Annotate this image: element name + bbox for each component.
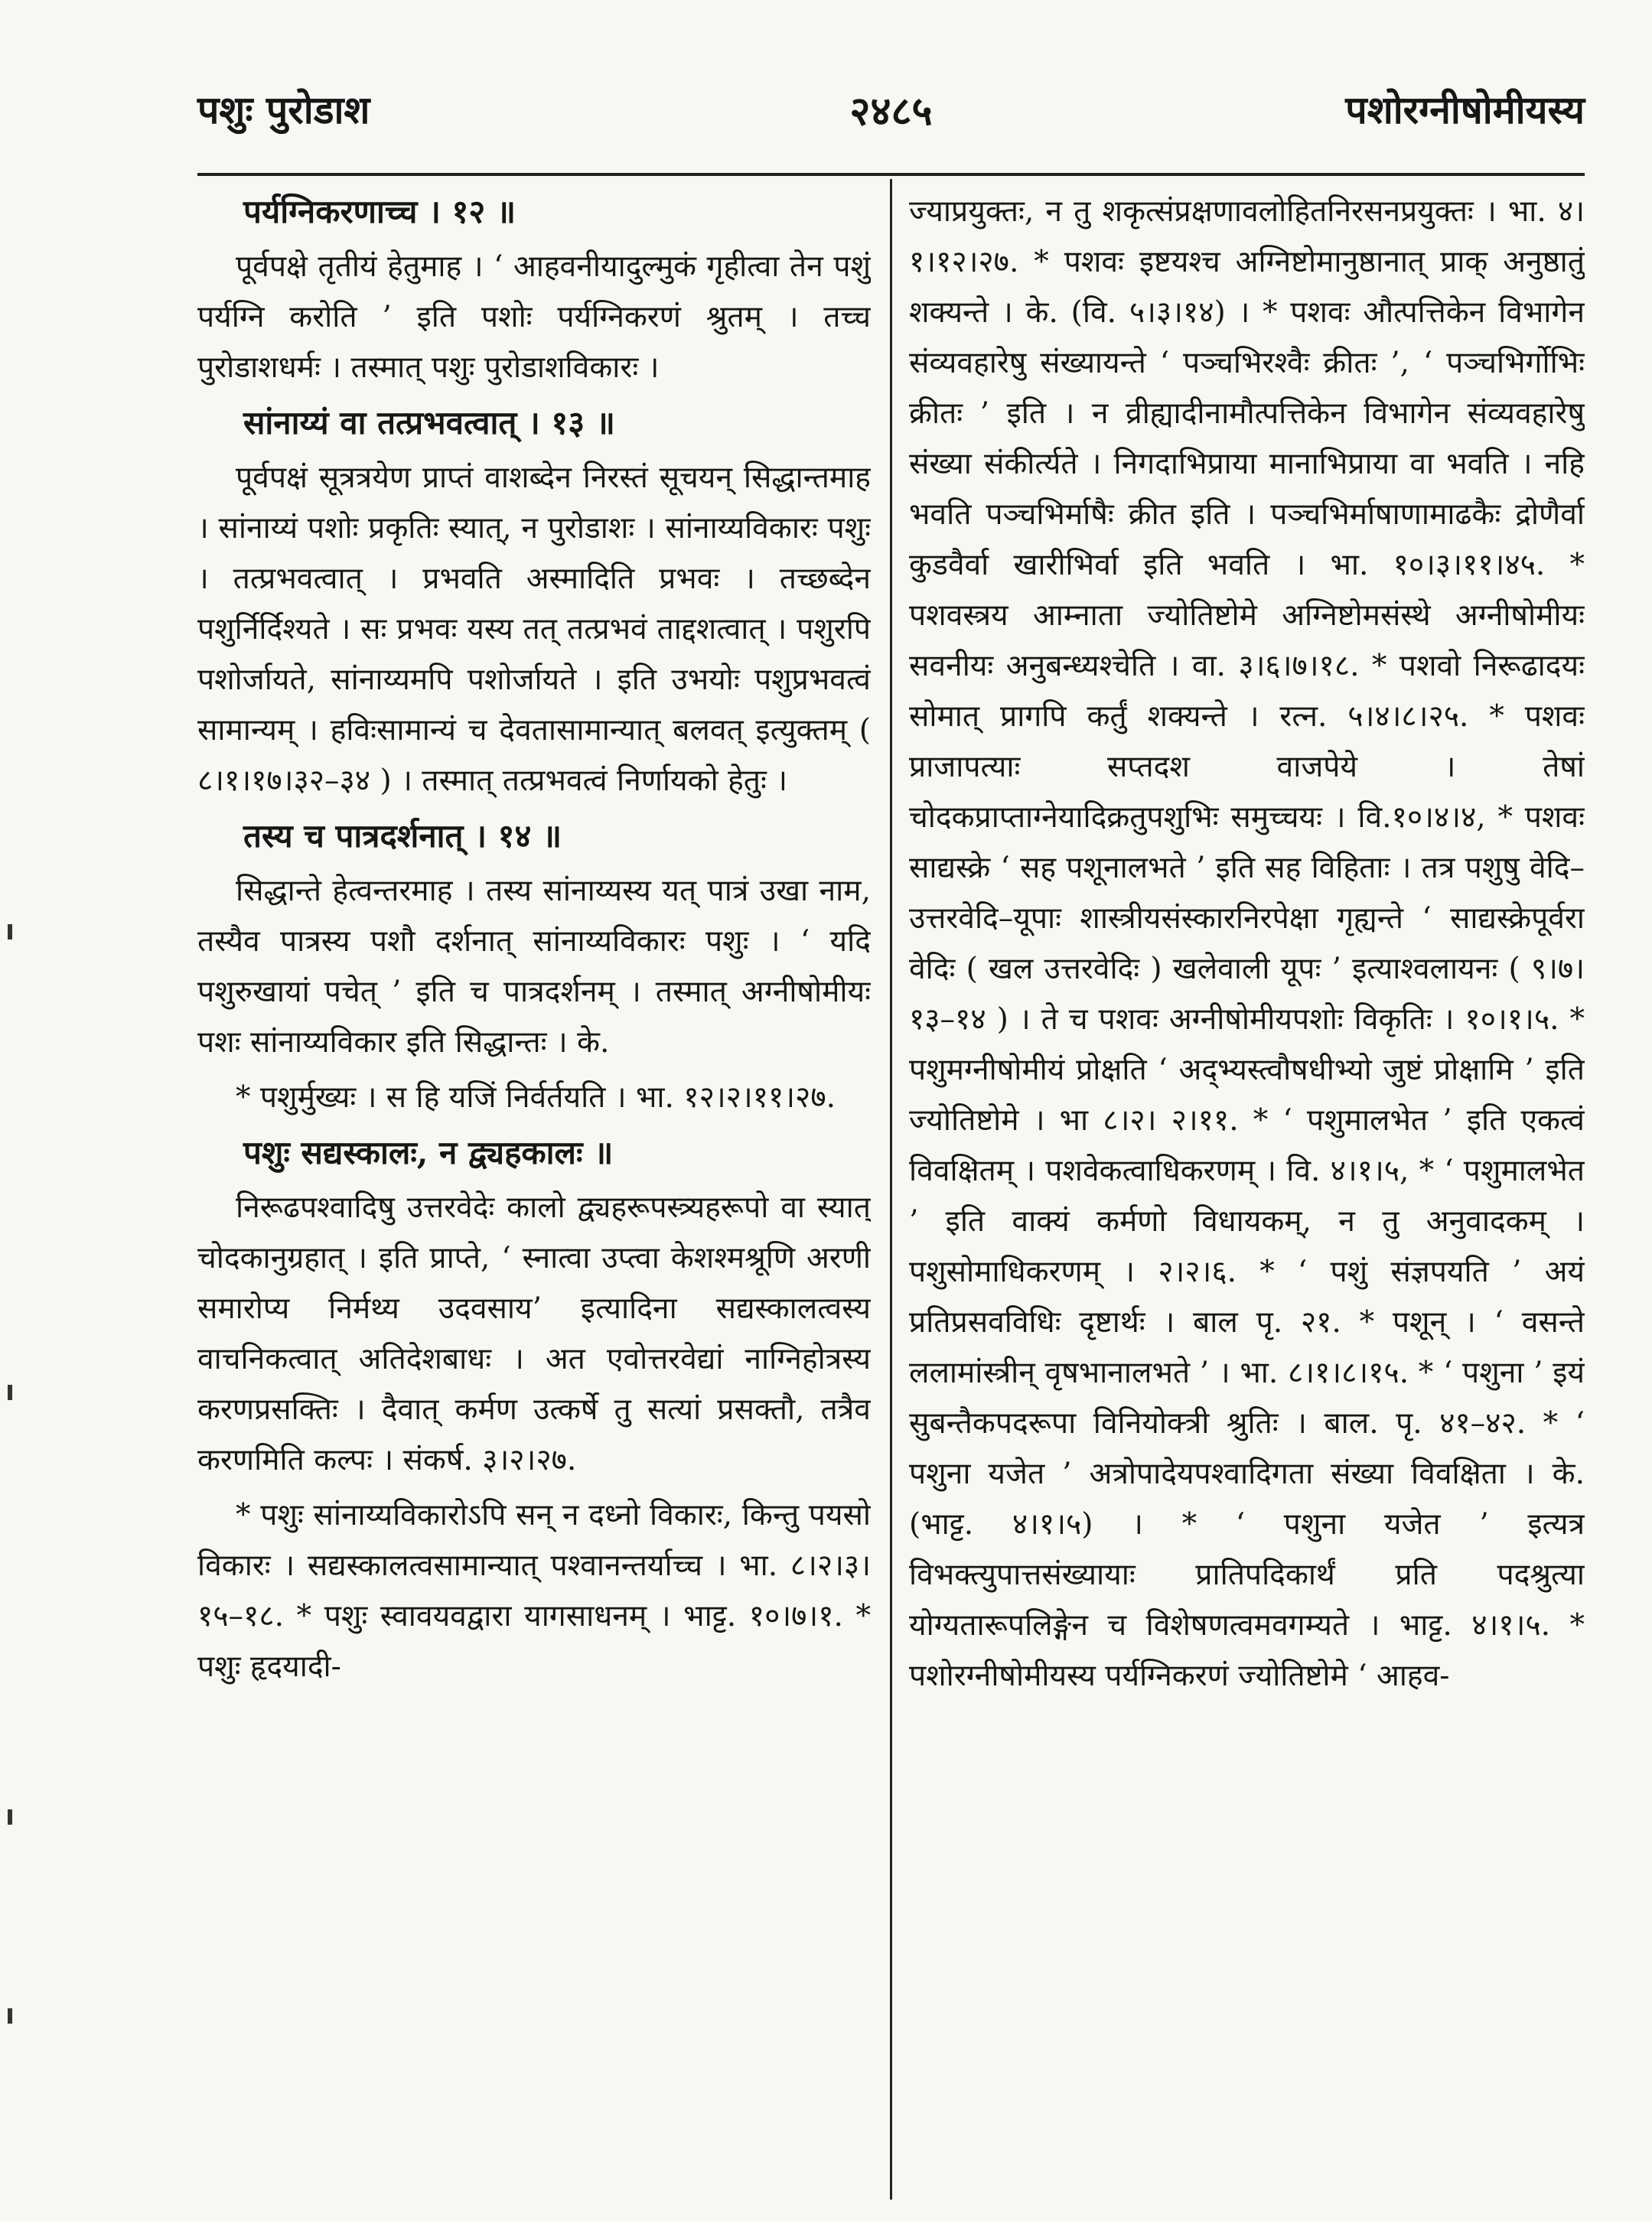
paragraph: निरूढपश्वादिषु उत्तरवेदेः कालो द्व्यहरूपस्त्र्यहरूपो वा स्यात् चोदकानुग्रहात् । इति प्राप्ते, ‘ स्नात्वा उप्त्वा केशश्मश्रूणि अरणी समारोप्य निर्मथ्य उदवसाय’ इत्यादिना सद्यस्कालत्वस्य वाचनिकत्वात् अतिदेशबाधः । अत एवोत्तरवेद्यां नाग्निहोत्रस्य करणप्रसक्तिः । दैवात् कर्मण उत्कर्षे तु सत्यां प्रसक्तौ, तत्रैव करणमिति कल्पः । संकर्ष. ३।२।२७. — [197, 1190, 871, 1477]
right-column — [909, 187, 1585, 2206]
left-column — [197, 187, 871, 2206]
column-divider — [890, 179, 892, 2200]
paragraph: * पशुर्मुख्यः । स हि यजिं निर्वर्तयति । भा. १२।२।११।२७. — [236, 1080, 836, 1115]
page-header — [197, 70, 1585, 155]
header-left-title: पशुः पुरोडाश — [197, 87, 370, 132]
margin-mark — [8, 1385, 12, 1400]
margin-mark — [8, 2008, 12, 2024]
paragraph: सिद्धान्ते हेत्वन्तरमाह । तस्य सांनाय्यस्य यत् पात्रं उखा नाम, तस्यैव पात्रस्य पशौ दर्शनात् सांनाय्यविकारः पशुः । ‘ यदि पशुरुखायां पचेत् ’ इति च पात्रदर्शनम् । तस्मात् अग्नीषोमीयः पशः सांनाय्यविकार इति सिद्धान्तः । के. — [197, 874, 871, 1060]
sutra-heading: तस्य च पात्रदर्शनात् । १४ ॥ — [243, 817, 562, 855]
sutra-heading: सांनाय्यं वा तत्प्रभवत्वात् । १३ ॥ — [243, 404, 615, 441]
header-right-title: पशोरग्नीषोमीयस्य — [1345, 87, 1585, 132]
paragraph: * पशुः सांनाय्यविकारोऽपि सन् न दध्नो विकारः, किन्तु पयसो विकारः । सद्यस्कालत्वसामान्यात् पश्वानन्तर्याच्च । भा. ८।२।३।१५–१८. * पशुः स्वावयवद्वारा यागसाधनम् । भाट्ट. १०।७।१. * पशुः हृदयादी- — [197, 1498, 871, 1684]
page-number: २४८५ — [849, 88, 933, 135]
paragraph: ज्याप्रयुक्तः, न तु शकृत्संप्रक्षणावलोहितनिरसनप्रयुक्तः । भा. ४।१।१२।२७. * पशवः इष्टयश्च अग्निष्टोमानुष्ठानात् प्राक् अनुष्ठातुं शक्यन्ते । के. (वि. ५।३।१४) । * पशवः औत्पत्तिकेन विभागेन संव्यवहारेषु संख्यायन्ते ‘ पञ्चभिरश्वैः क्रीतः ’, ‘ पञ्चभिर्गोभिः क्रीतः ’ इति । न व्रीह्यादीनामौत्पत्तिकेन विभागेन संव्यवहारेषु संख्या संकीर्त्यते । निगदाभिप्राया मानाभिप्राया वा भवति । नहि भवति पञ्चभिर्माषैः क्रीत इति । पञ्चभिर्माषाणामाढकैः द्रोणैर्वा कुडवैर्वा खारीभिर्वा इति भवति । भा. १०।३।११।४५. * पशवस्त्रय आम्नाता ज्योतिष्टोमे अग्निष्टोमसंस्थे अग्नीषोमीयः सवनीयः अनुबन्ध्यश्चेति । वा. ३।६।७।१८. * पशवो निरूढादयः सोमात् प्रागपि कर्तुं शक्यन्ते । रत्न. ५।४।८।२५. * पशवः प्राजापत्याः सप्तदश वाजपेये । तेषां चोदकप्राप्ताग्नेयादिक्रतुपशुभिः समुच्चयः । वि.१०।४।४, * पशवः साद्यस्क्रे ‘ सह पशूनालभते ’ इति सह विहिताः । तत्र पशुषु वेदि–उत्तरवेदि–यूपाः शास्त्रीयसंस्कारनिरपेक्षा गृह्यन्ते ‘ साद्यस्क्रेपूर्वरा वेदिः ( खल उत्तरवेदिः ) खलेवाली यूपः ’ इत्याश्वलायनः ( ९।७। १३–१४ ) । ते च पशवः अग्नीषोमीयपशोः विकृतिः । १०।१।५. * पशुमग्नीषोमीयं प्रोक्षति ‘ अद्भ्यस्त्वौषधीभ्यो जुष्टं प्रोक्षामि ’ इति ज्योतिष्टोमे । भा ८।२। २।११. * ‘ पशुमालभेत ’ इति एकत्वं विवक्षितम् । पशवेकत्वाधिकरणम् । वि. ४।१।५, * ‘ पशुमालभेत ’ इति वाक्यं कर्मणो विधायकम्, न तु अनुवादकम् । पशुसोमाधिकरणम् । २।२।६. * ‘ पशुं संज्ञपयति ’ अयं प्रतिप्रसवविधिः दृष्टार्थः । बाल पृ. २१. * पशून् । ‘ वसन्ते ललामांस्त्रीन् वृषभानालभते ’ । भा. ८।१।८।१५. * ‘ पशुना ’ इयं सुबन्तैकपदरूपा विनियोक्त्री श्रुतिः । बाल. पृ. ४१–४२. * ‘ पशुना यजेत ’ अत्रोपादेयपश्वादिगता संख्या विवक्षिता । के. (भाट्ट. ४।१।५) । * ‘ पशुना यजेत ’ इत्यत्र विभक्त्युपात्तसंख्यायाः प्रातिपदिकार्थं प्रति पदश्रुत्या योग्यतारूपलिङ्गेन च विशेषणत्वमवगम्यते । भाट्ट. ४।१।५. * पशोरग्नीषोमीयस्य पर्यग्निकरणं ज्योतिष्टोमे ‘ आहव- — [909, 194, 1585, 1693]
paragraph: पूर्वपक्षे तृतीयं हेतुमाह । ‘ आहवनीयादुल्मुकं गृहीत्वा तेन पशुं पर्यग्नि करोति ’ इति पशोः पर्यग्निकरणं श्रुतम् । तच्च पुरोडाशधर्मः । तस्मात् पशुः पुरोडाशविकारः । — [197, 249, 871, 385]
sutra-heading: पशुः सद्यस्कालः, न द्व्यहकालः ॥ — [243, 1134, 614, 1171]
sutra-heading: पर्यग्निकरणाच्च । १२ ॥ — [243, 193, 516, 230]
margin-mark — [8, 1809, 12, 1825]
margin-mark — [8, 924, 12, 940]
paragraph: पूर्वपक्षं सूत्रत्रयेण प्राप्तं वाशब्देन निरस्तं सूचयन् सिद्धान्तमाह । सांनाय्यं पशोः प्रकृतिः स्यात्, न पुरोडाशः । सांनाय्यविकारः पशुः । तत्प्रभवत्वात् । प्रभवति अस्मादिति प्रभवः । तच्छब्देन पशुर्निर्दिश्यते । सः प्रभवः यस्य तत् तत्प्रभवं ताद्दशत्वात् । पशुरपि पशोर्जायते, सांनाय्यमपि पशोर्जायते । इति उभयोः पशुप्रभवत्वं सामान्यम् । हविःसामान्यं च देवतासामान्यात् बलवत् इत्युक्तम् ( ८।१।१७।३२–३४ ) । तस्मात् तत्प्रभवत्वं निर्णायको हेतुः । — [197, 461, 871, 798]
header-rule — [197, 173, 1585, 176]
